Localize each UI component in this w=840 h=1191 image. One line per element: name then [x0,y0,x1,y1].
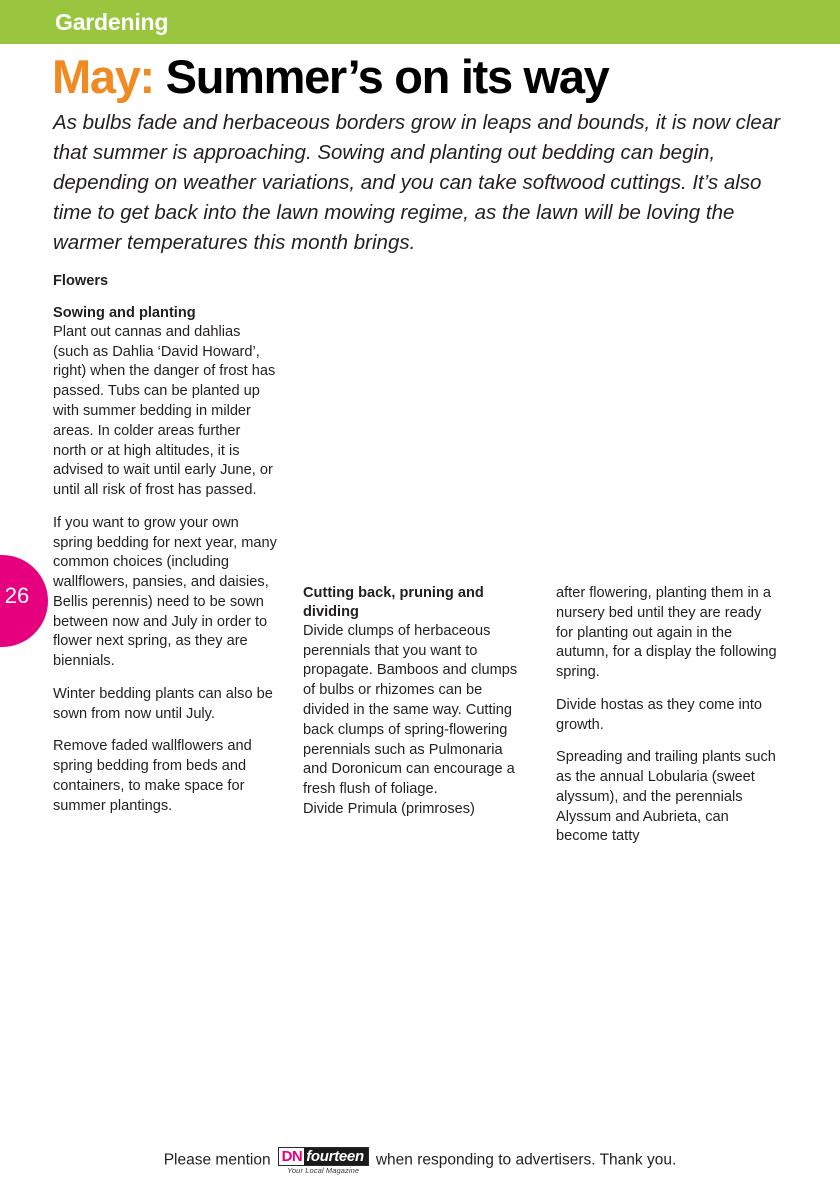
logo-dn-text: DN [279,1148,305,1165]
column2-paragraph-2: Divide Primula (primroses) [303,800,475,817]
column2-paragraph-1: Divide clumps of herbaceous perennials that you want to propagate. Bamboos and clumps of bulbs or rhizomes can be divided in the same way. Cutting back clumps of spring-flowering perennials such as Pulmonaria and Doronicum can encourage a fresh flush of foliage. [303,622,518,798]
logo-wordmark [278,1147,369,1166]
dnfourteen-logo [278,1147,369,1176]
page-number-badge [0,555,48,647]
column1-paragraph-4: Remove faded wallflowers and spring bedding from beds and containers, to make space for summer plantings. [53,738,252,814]
body-column-1 [53,272,277,817]
page-footer [0,1146,840,1175]
intro-paragraph: As bulbs fade and herbaceous borders grow in leaps and bounds, it is now clear that summer is approaching. Sowing and planting out bedding can begin, depending on weather variations, and you can take softwood cuttings. It’s also time to get back into the lawn mowing regime, as the lawn will be loving the warmer temperatures this month brings. [53,111,781,254]
column3-paragraph-1: after flowering, planting them in a nursery bed until they are ready for planting out again in the autumn, for a display the following spring. [556,585,777,681]
body-column-2 [303,584,518,820]
footer-text-after: when responding to advertisers. Thank you. [375,1151,677,1169]
column3-paragraph-3: Spreading and trailing plants such as the annual Lobularia (sweet alyssum), and the perennials Alyssum and Aubrieta, can become tatty [556,749,776,845]
column3-paragraph-2: Divide hostas as they come into growth. [556,696,763,733]
logo-fourteen-text: fourteen [304,1148,368,1165]
section-title: Gardening [55,9,169,35]
column1-paragraph-3: Winter bedding plants can also be sown from now until July. [53,685,273,722]
footer-text-before: Please mention [163,1151,271,1169]
column2-subhead: Cutting back, pruning and dividing [303,585,484,620]
logo-tagline: Your Local Magazine [287,1166,360,1175]
headline-rest: Summer’s on its way [153,50,609,103]
page-title [52,52,812,102]
column1-paragraph-2: If you want to grow your own spring bedding for next year, many common choices (including wallflowers, pansies, and daisies, Bellis perennis) need to be sown between now and July in order to flower next spring, as they are biennials. [53,514,277,670]
page-number: 26 [4,583,30,608]
section-header-bar [0,0,840,44]
column1-kicker: Flowers [53,273,109,289]
column1-paragraph-1: Plant out cannas and dahlias (such as Dahlia ‘David Howard’, right) when the danger of frost has passed. Tubs can be planted up with summer bedding in milder areas. In colder areas further north or at high altitudes, it is advised to wait until early June, or until all risk of frost has passed. [53,323,276,499]
column1-subhead: Sowing and planting [53,304,196,321]
headline-month: May: [52,50,154,103]
body-column-3 [556,584,782,847]
